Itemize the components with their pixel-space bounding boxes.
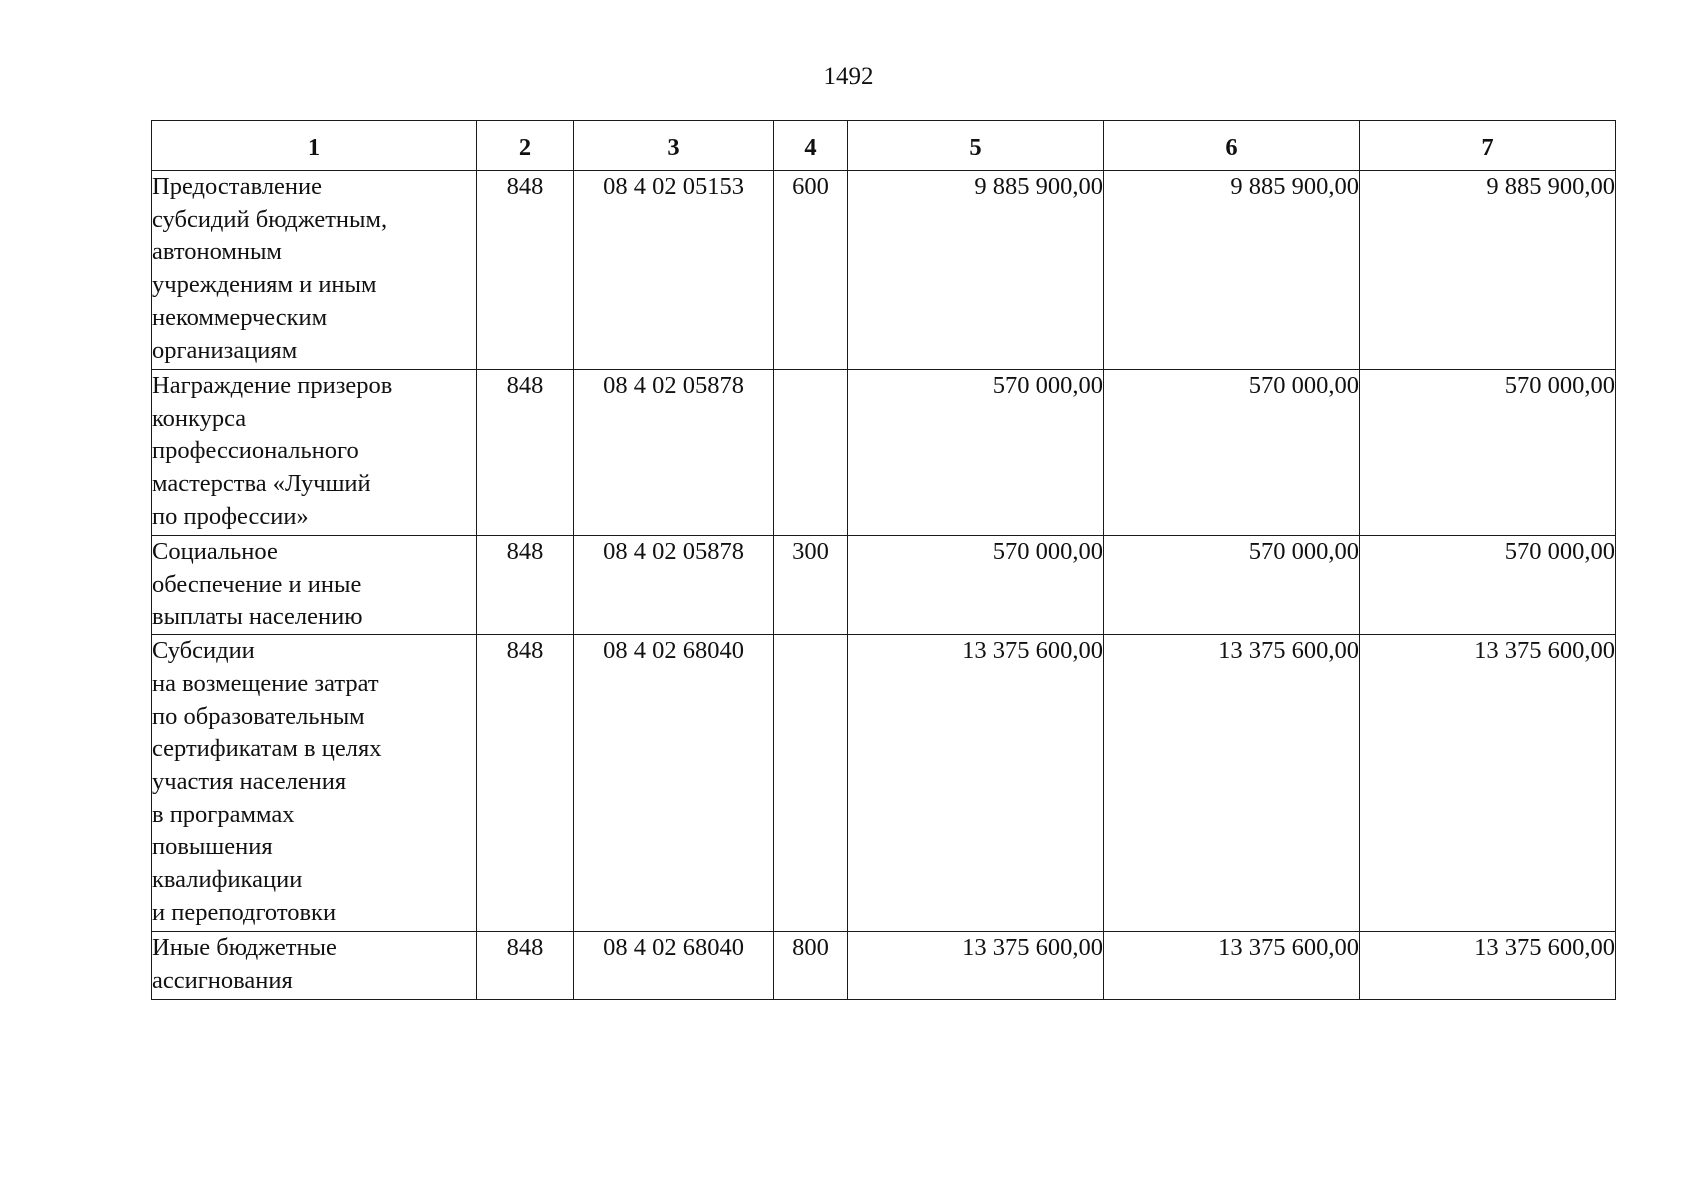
- row-target-article: 08 4 02 05878: [574, 536, 774, 635]
- row-amount-col-6: 9 885 900,00: [1104, 171, 1360, 370]
- row-code: 848: [477, 171, 574, 370]
- table-header: [152, 121, 1616, 171]
- page-number: 1492: [823, 63, 874, 90]
- row-amount-col-6: 13 375 600,00: [1104, 635, 1360, 932]
- row-amount-col-7: 570 000,00: [1360, 536, 1616, 635]
- row-target-article: 08 4 02 68040: [574, 932, 774, 1000]
- row-code: 848: [477, 635, 574, 932]
- header-col-4: 4: [774, 121, 848, 171]
- row-code: 848: [477, 536, 574, 635]
- row-name: Социальное обеспечение и иные выплаты населению: [152, 536, 477, 635]
- row-amount-col-5: 13 375 600,00: [848, 635, 1104, 932]
- row-amount-col-6: 570 000,00: [1104, 370, 1360, 536]
- row-name: Награждение призеров конкурса профессионального мастерства «Лучший по профессии»: [152, 370, 477, 536]
- table-row: [152, 536, 1616, 635]
- header-col-1: 1: [152, 121, 477, 171]
- row-expense-type: 300: [774, 536, 848, 635]
- header-col-3: 3: [574, 121, 774, 171]
- table-body: [152, 171, 1616, 1000]
- row-amount-col-5: 13 375 600,00: [848, 932, 1104, 1000]
- row-amount-col-5: 9 885 900,00: [848, 171, 1104, 370]
- header-col-5: 5: [848, 121, 1104, 171]
- row-amount-col-5: 570 000,00: [848, 370, 1104, 536]
- table-row: [152, 370, 1616, 536]
- row-expense-type: [774, 370, 848, 536]
- row-amount-col-7: 570 000,00: [1360, 370, 1616, 536]
- table-row: [152, 932, 1616, 1000]
- header-col-7: 7: [1360, 121, 1616, 171]
- table-row: [152, 635, 1616, 932]
- row-amount-col-6: 570 000,00: [1104, 536, 1360, 635]
- row-code: 848: [477, 932, 574, 1000]
- row-name: Иные бюджетные ассигнования: [152, 932, 477, 1000]
- row-target-article: 08 4 02 05153: [574, 171, 774, 370]
- row-name: Предоставление субсидий бюджетным, автономным учреждениям и иным некоммерческим организациям: [152, 171, 477, 370]
- row-amount-col-7: 13 375 600,00: [1360, 932, 1616, 1000]
- header-col-6: 6: [1104, 121, 1360, 171]
- row-target-article: 08 4 02 05878: [574, 370, 774, 536]
- row-expense-type: 800: [774, 932, 848, 1000]
- row-amount-col-6: 13 375 600,00: [1104, 932, 1360, 1000]
- row-expense-type: 600: [774, 171, 848, 370]
- row-amount-col-5: 570 000,00: [848, 536, 1104, 635]
- header-col-2: 2: [477, 121, 574, 171]
- row-target-article: 08 4 02 68040: [574, 635, 774, 932]
- row-code: 848: [477, 370, 574, 536]
- header-row: [152, 121, 1616, 171]
- row-name: Субсидии на возмещение затрат по образовательным сертификатам в целях участия населения в программах повышения квалификации и переподготовки: [152, 635, 477, 932]
- row-amount-col-7: 9 885 900,00: [1360, 171, 1616, 370]
- table-row: [152, 171, 1616, 370]
- row-amount-col-7: 13 375 600,00: [1360, 635, 1616, 932]
- budget-table: [151, 120, 1616, 1000]
- row-expense-type: [774, 635, 848, 932]
